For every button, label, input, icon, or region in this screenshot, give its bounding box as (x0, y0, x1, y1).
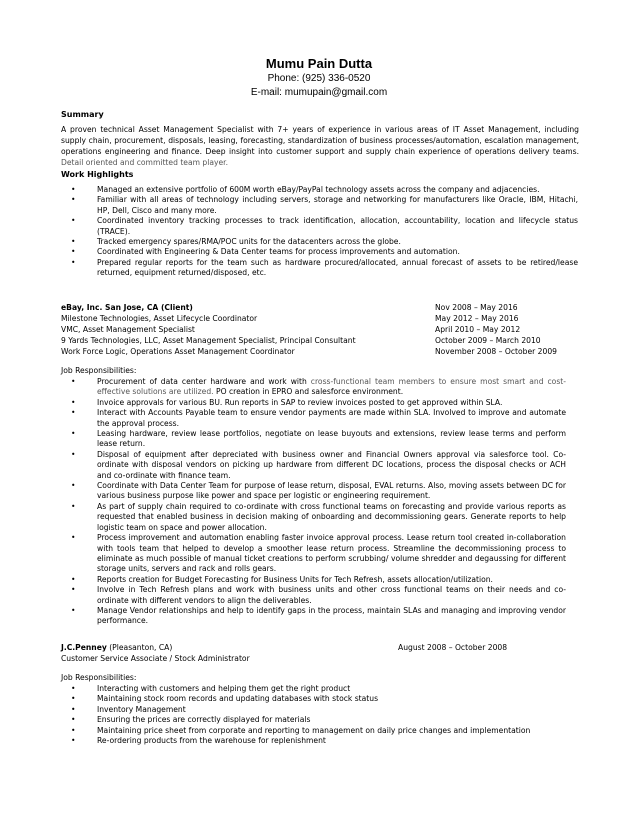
ebay-role-3-dates: November 2008 – October 2009 (435, 347, 557, 356)
list-item: • Leasing hardware, review lease portfolios, negotiate on lease buyouts and extensions, review lease terms and perform lease return. (61, 429, 566, 450)
list-item: • Inventory Management (61, 705, 581, 715)
jcp-responsibilities-list (61, 684, 581, 746)
list-item: • Interact with Accounts Payable team to ensure vendor payments are made within SLA. Involved to improve and automate the approval process. (61, 408, 566, 429)
work-highlights-list (61, 185, 578, 279)
list-item: • Process improvement and automation enabling faster invoice approval process. Lease return tool created in-collaboration with tools team that helped to develop a smoother lease return process. Streamline the decommissioning process to eliminate as much possible of manual ticket creations to perform scrubbing/ volume shredder and degaussing for different storage units, servers and rack and rolls gears. (61, 533, 566, 575)
list-item-gray: cross-functional team members to ensure most smart and cost-effective solutions are utilized. (97, 377, 566, 397)
list-item: • Familiar with all areas of technology including servers, storage and networking for manufacturers like Oracle, IBM, Hitachi, HP, Dell, Cisco and many more. (61, 195, 578, 216)
ebay-role-1-dates: April 2010 – May 2012 (435, 325, 521, 334)
jcp-location: (Pleasanton, CA) (106, 643, 173, 652)
work-highlights-heading: Work Highlights (61, 170, 134, 179)
list-item: • Coordinated with Engineering & Data Center teams for process improvements and automation. (61, 247, 578, 257)
phone-line: Phone: (925) 336-0520 (267, 73, 371, 84)
candidate-name: Mumu Pain Dutta (265, 56, 373, 71)
jcp-dates: August 2008 – October 2008 (398, 643, 508, 652)
ebay-role-3: Work Force Logic, Operations Asset Management Coordinator (61, 347, 295, 356)
list-item: • Manage Vendor relationships and help to identify gaps in the process, maintain SLAs and managing and improving vendor performance. (61, 606, 566, 627)
list-item: • Reports creation for Budget Forecasting for Business Units for Tech Refresh, assets allocation/utilization. (61, 575, 566, 585)
list-item: • Tracked emergency spares/RMA/POC units for the datacenters across the globe. (61, 237, 578, 247)
list-item-part: PO creation in EPRO and salesforce environment. (216, 387, 404, 397)
ebay-responsibilities-label: Job Responsibilities: (61, 366, 137, 375)
summary-body: A proven technical Asset Management Specialist with 7+ years of experience in various areas of IT Asset Management, including supply chain, procurement, disposals, leasing, forecasting, standardization of business processes/automation, escalation management, operations engineering and finance. Deep insight into customer support and supply chain experience of operations delivery teams. (61, 125, 579, 156)
list-item: • Maintaining price sheet from corporate and reporting to management on daily price changes and implementation (61, 726, 581, 736)
summary-body-gray: Detail oriented and committed team player. (61, 158, 229, 167)
jcp-responsibilities-label: Job Responsibilities: (61, 673, 137, 682)
summary-text (61, 124, 579, 168)
list-item (61, 377, 566, 398)
jcp-company-line (61, 642, 172, 653)
ebay-role-2: 9 Yards Technologies, LLC, Asset Management Specialist, Principal Consultant (61, 336, 356, 345)
list-item-part: Procurement of data center hardware and work with (97, 377, 307, 386)
ebay-company: eBay, Inc. San Jose, CA (Client) (61, 303, 193, 312)
list-item: • Coordinate with Data Center Team for purpose of lease return, disposal, EVAL returns. Also, moving assets between DC for various business purpose like power and space per logistic or engineering requirement. (61, 481, 566, 502)
ebay-company-dates: Nov 2008 – May 2016 (435, 303, 518, 312)
list-item: • Interacting with customers and helping them get the right product (61, 684, 581, 694)
list-item: • As part of supply chain required to co-ordinate with cross functional teams on forecasting and provide various reports as requested that enabled business in decision making of onboarding and decommissioning gears. Generate reports to help logistic team on space and power allocation. (61, 502, 566, 533)
list-item: • Prepared regular reports for the team such as hardware procured/allocated, annual forecast of assets to be retired/lease returned, equipment returned/disposed, etc. (61, 258, 578, 279)
summary-heading: Summary (61, 110, 104, 119)
list-item: • Maintaining stock room records and updating databases with stock status (61, 694, 581, 704)
ebay-role-0-dates: May 2012 – May 2016 (435, 314, 519, 323)
ebay-responsibilities-list (61, 377, 566, 627)
ebay-role-0: Milestone Technologies, Asset Lifecycle Coordinator (61, 314, 258, 323)
list-item: • Managed an extensive portfolio of 600M worth eBay/PayPal technology assets across the company and adjacencies. (61, 185, 578, 195)
list-item: • Re-ordering products from the warehouse for replenishment (61, 736, 581, 746)
list-item: • Invoice approvals for various BU. Run reports in SAP to review invoices posted to get approved within SLA. (61, 398, 566, 408)
list-item: • Ensuring the prices are correctly displayed for materials (61, 715, 581, 725)
list-item: • Coordinated inventory tracking processes to track identification, allocation, accountability, location and lifecycle status (TRACE). (61, 216, 578, 237)
ebay-role-2-dates: October 2009 – March 2010 (435, 336, 541, 345)
list-item: • Involve in Tech Refresh plans and work with business units and other cross functional teams on their needs and co-ordinate with different vendors to align the deliverables. (61, 585, 566, 606)
ebay-role-1: VMC, Asset Management Specialist (61, 325, 195, 334)
list-item: • Disposal of equipment after depreciated with business owner and Financial Owners approval via salesforce tool. Co-ordinate with disposal vendors on picking up hardware from different DC locations, process the disposal checks or ACH and co-ordinate with finance team. (61, 450, 566, 481)
jcp-role: Customer Service Associate / Stock Administrator (61, 654, 250, 663)
jcp-company: J.C.Penney (61, 643, 107, 652)
email-line: E-mail: mumupain@gmail.com (250, 87, 388, 98)
